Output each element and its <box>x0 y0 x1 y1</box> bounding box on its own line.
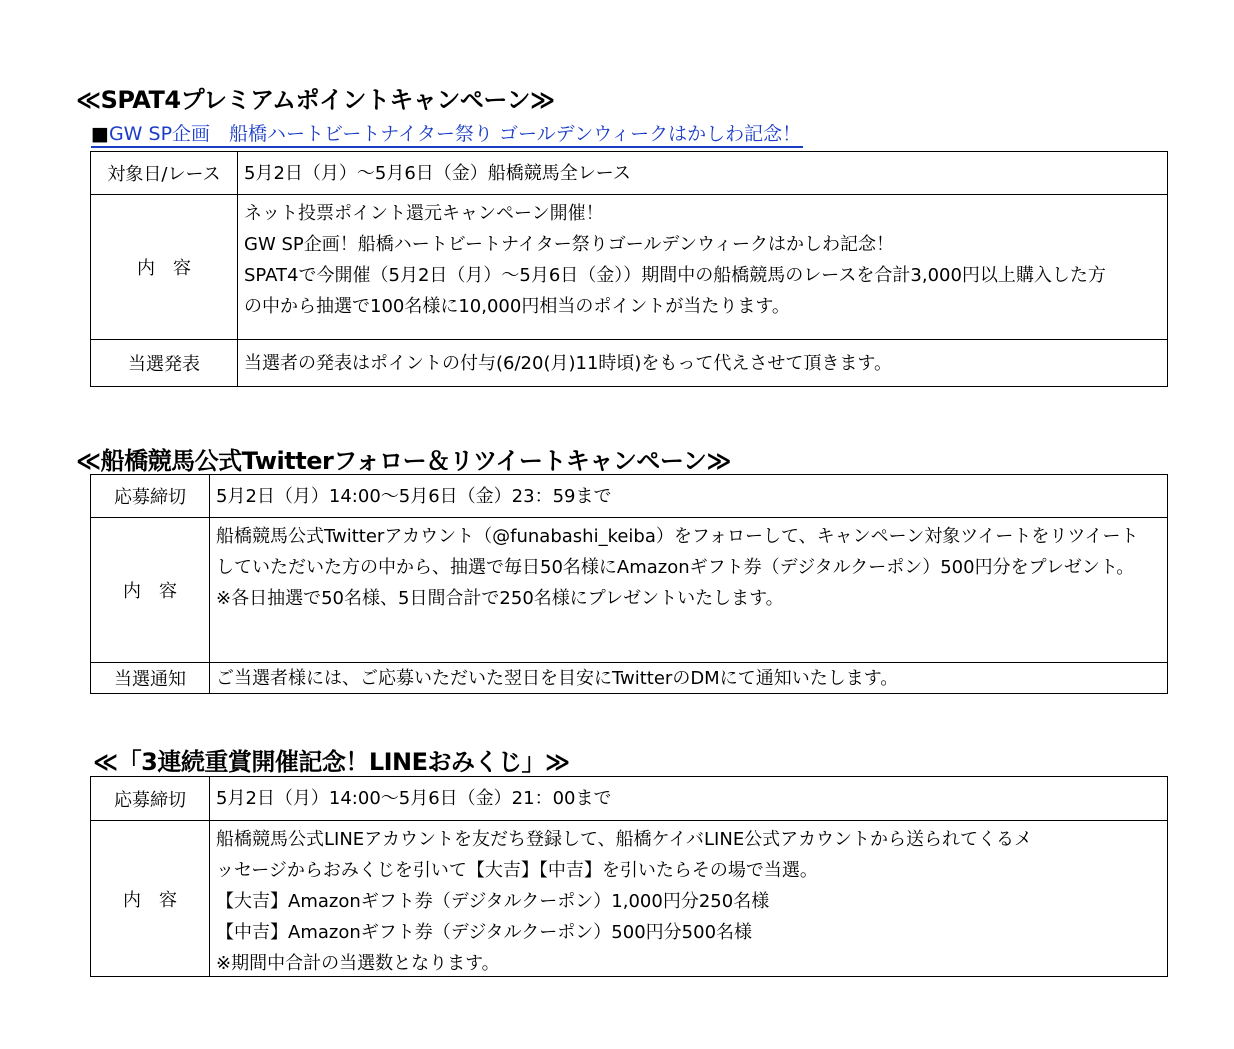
table-value: ご当選者様には、ご応募いただいた翌日を目安にTwitterのDMにて通知いたします。 <box>216 667 899 689</box>
table-label: 対象日/レース <box>91 152 238 195</box>
table-value: 船橋競馬公式Twitterアカウント（@funabashi_keiba）をフォローして、キャンペーン対象ツイートをリツイート していただいた方の中から、抽選で毎日50名様にAmazonギフト券（デジタルクーポン）500円分をプレゼント。 ※各日抽選で50名様、5日間合計で250名様にプレゼントいたします。 <box>210 518 1167 663</box>
table-value: 5月2日（月）～5月6日（金）船橋競馬全レース <box>238 152 1167 195</box>
section3-table <box>90 776 1168 977</box>
subtitle-text: GW SP企画 船橋ハートビートナイター祭り ゴールデンウィークはかしわ記念！ <box>108 123 802 145</box>
section3-title: ≪「3連続重賞開催記念！LINEおみくじ」≫ <box>93 748 570 776</box>
table-value: 船橋競馬公式LINEアカウントを友だち登録して、船橋ケイバLINE公式アカウントから送られてくるメ ッセージからおみくじを引いて【大吉】【中吉】を引いたらその場で当選。 【大吉】Amazonギフト券（デジタルクーポン）1,000円分250名様 【中吉】Amazonギフト券（デジタルクーポン）500円分500名様 ※期間中合計の当選数となります。 <box>216 829 1033 974</box>
table-label: 応募締切 <box>91 777 210 821</box>
section1-table <box>90 151 1168 387</box>
table-value: 当選者の発表はポイントの付与(6/20(月)11時頃)をもって代えさせて頂きます。 <box>244 352 892 374</box>
table-label: 当選発表 <box>91 340 238 386</box>
table-label: 内 容 <box>91 195 238 340</box>
table-value: ネット投票ポイント還元キャンペーン開催！ GW SP企画！船橋ハートビートナイター祭りゴールデンウィークはかしわ記念！ SPAT4で今開催（5月2日（月）～5月6日（金））期間中の船橋競馬のレースを合計3,000円以上購入した方 の中から抽選で100名様に10,000円相当のポイントが当たります。 <box>238 195 1167 340</box>
table-label: 応募締切 <box>91 475 210 518</box>
table-value: 5月2日（月）14:00～5月6日（金）21：00まで <box>210 777 1167 821</box>
section1-subtitle <box>91 123 803 148</box>
section2-table <box>90 474 1168 694</box>
table-label: 内 容 <box>91 821 210 976</box>
table-label: 当選通知 <box>91 663 210 693</box>
subtitle-marker: ■ <box>91 123 109 145</box>
section1-title: ≪SPAT4プレミアムポイントキャンペーン≫ <box>76 86 555 114</box>
table-value: 5月2日（月）14:00～5月6日（金）23：59まで <box>210 475 1167 518</box>
table-label: 内 容 <box>91 518 210 663</box>
section2-title: ≪船橋競馬公式Twitterフォロー＆リツイートキャンペーン≫ <box>76 447 732 475</box>
